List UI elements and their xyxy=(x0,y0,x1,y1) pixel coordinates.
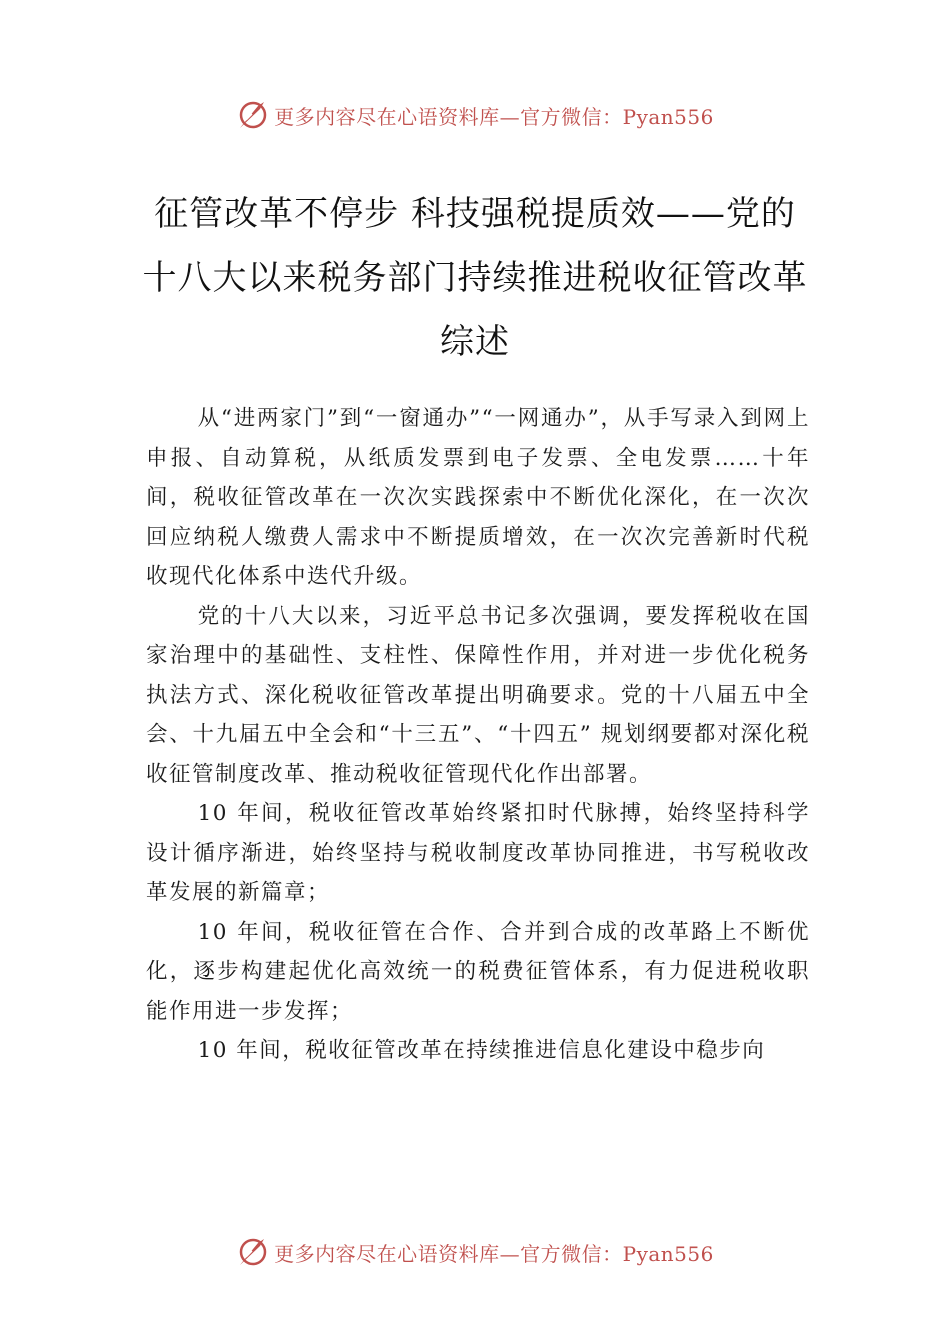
watermark-text: 更多内容尽在心语资料库—官方微信：Pyan556 xyxy=(274,1241,714,1266)
document-title: 征管改革不停步 科技强税提质效——党的十八大以来税务部门持续推进税收征管改革综述 xyxy=(142,194,808,362)
paragraph: 10 年间，税收征管改革始终紧扣时代脉搏，始终坚持科学设计循序渐进，始终坚持与税收制度改革协同推进，书写税收改革发展的新篇章； xyxy=(146,801,810,905)
header-watermark-banner xyxy=(0,95,950,135)
paragraph: 10 年间，税收征管改革在持续推进信息化建设中稳步向 xyxy=(197,1038,766,1063)
paragraph: 党的十八大以来，习近平总书记多次强调，要发挥税收在国家治理中的基础性、支柱性、保障性作用，并对进一步优化税务执法方式、深化税收征管改革提出明确要求。党的十八届五中全会、十九届五中全会和“十三五”、“十四五” 规划纲要都对深化税收征管制度改革、推动税收征管现代化作出部署。 xyxy=(146,603,810,787)
document-body xyxy=(146,399,810,1071)
paragraph: 10 年间，税收征管在合作、合并到合成的改革路上不断优化，逐步构建起优化高效统一的税费征管体系，有力促进税收职能作用进一步发挥； xyxy=(146,919,810,1024)
paragraph: 从“进两家门”到“一窗通办”“一网通办”，从手写录入到网上申报、自动算税，从纸质发票到电子发票、全电发票……十年间，税收征管改革在一次次实践探索中不断优化深化，在一次次回应纳税人缴费人需求中不断提质增效，在一次次完善新时代税收现代化体系中迭代升级。 xyxy=(146,406,810,589)
watermark-text: 更多内容尽在心语资料库—官方微信：Pyan556 xyxy=(274,104,714,129)
quill-logo-icon xyxy=(236,98,270,132)
footer-watermark-banner xyxy=(0,1232,950,1272)
quill-logo-icon xyxy=(236,1235,270,1269)
